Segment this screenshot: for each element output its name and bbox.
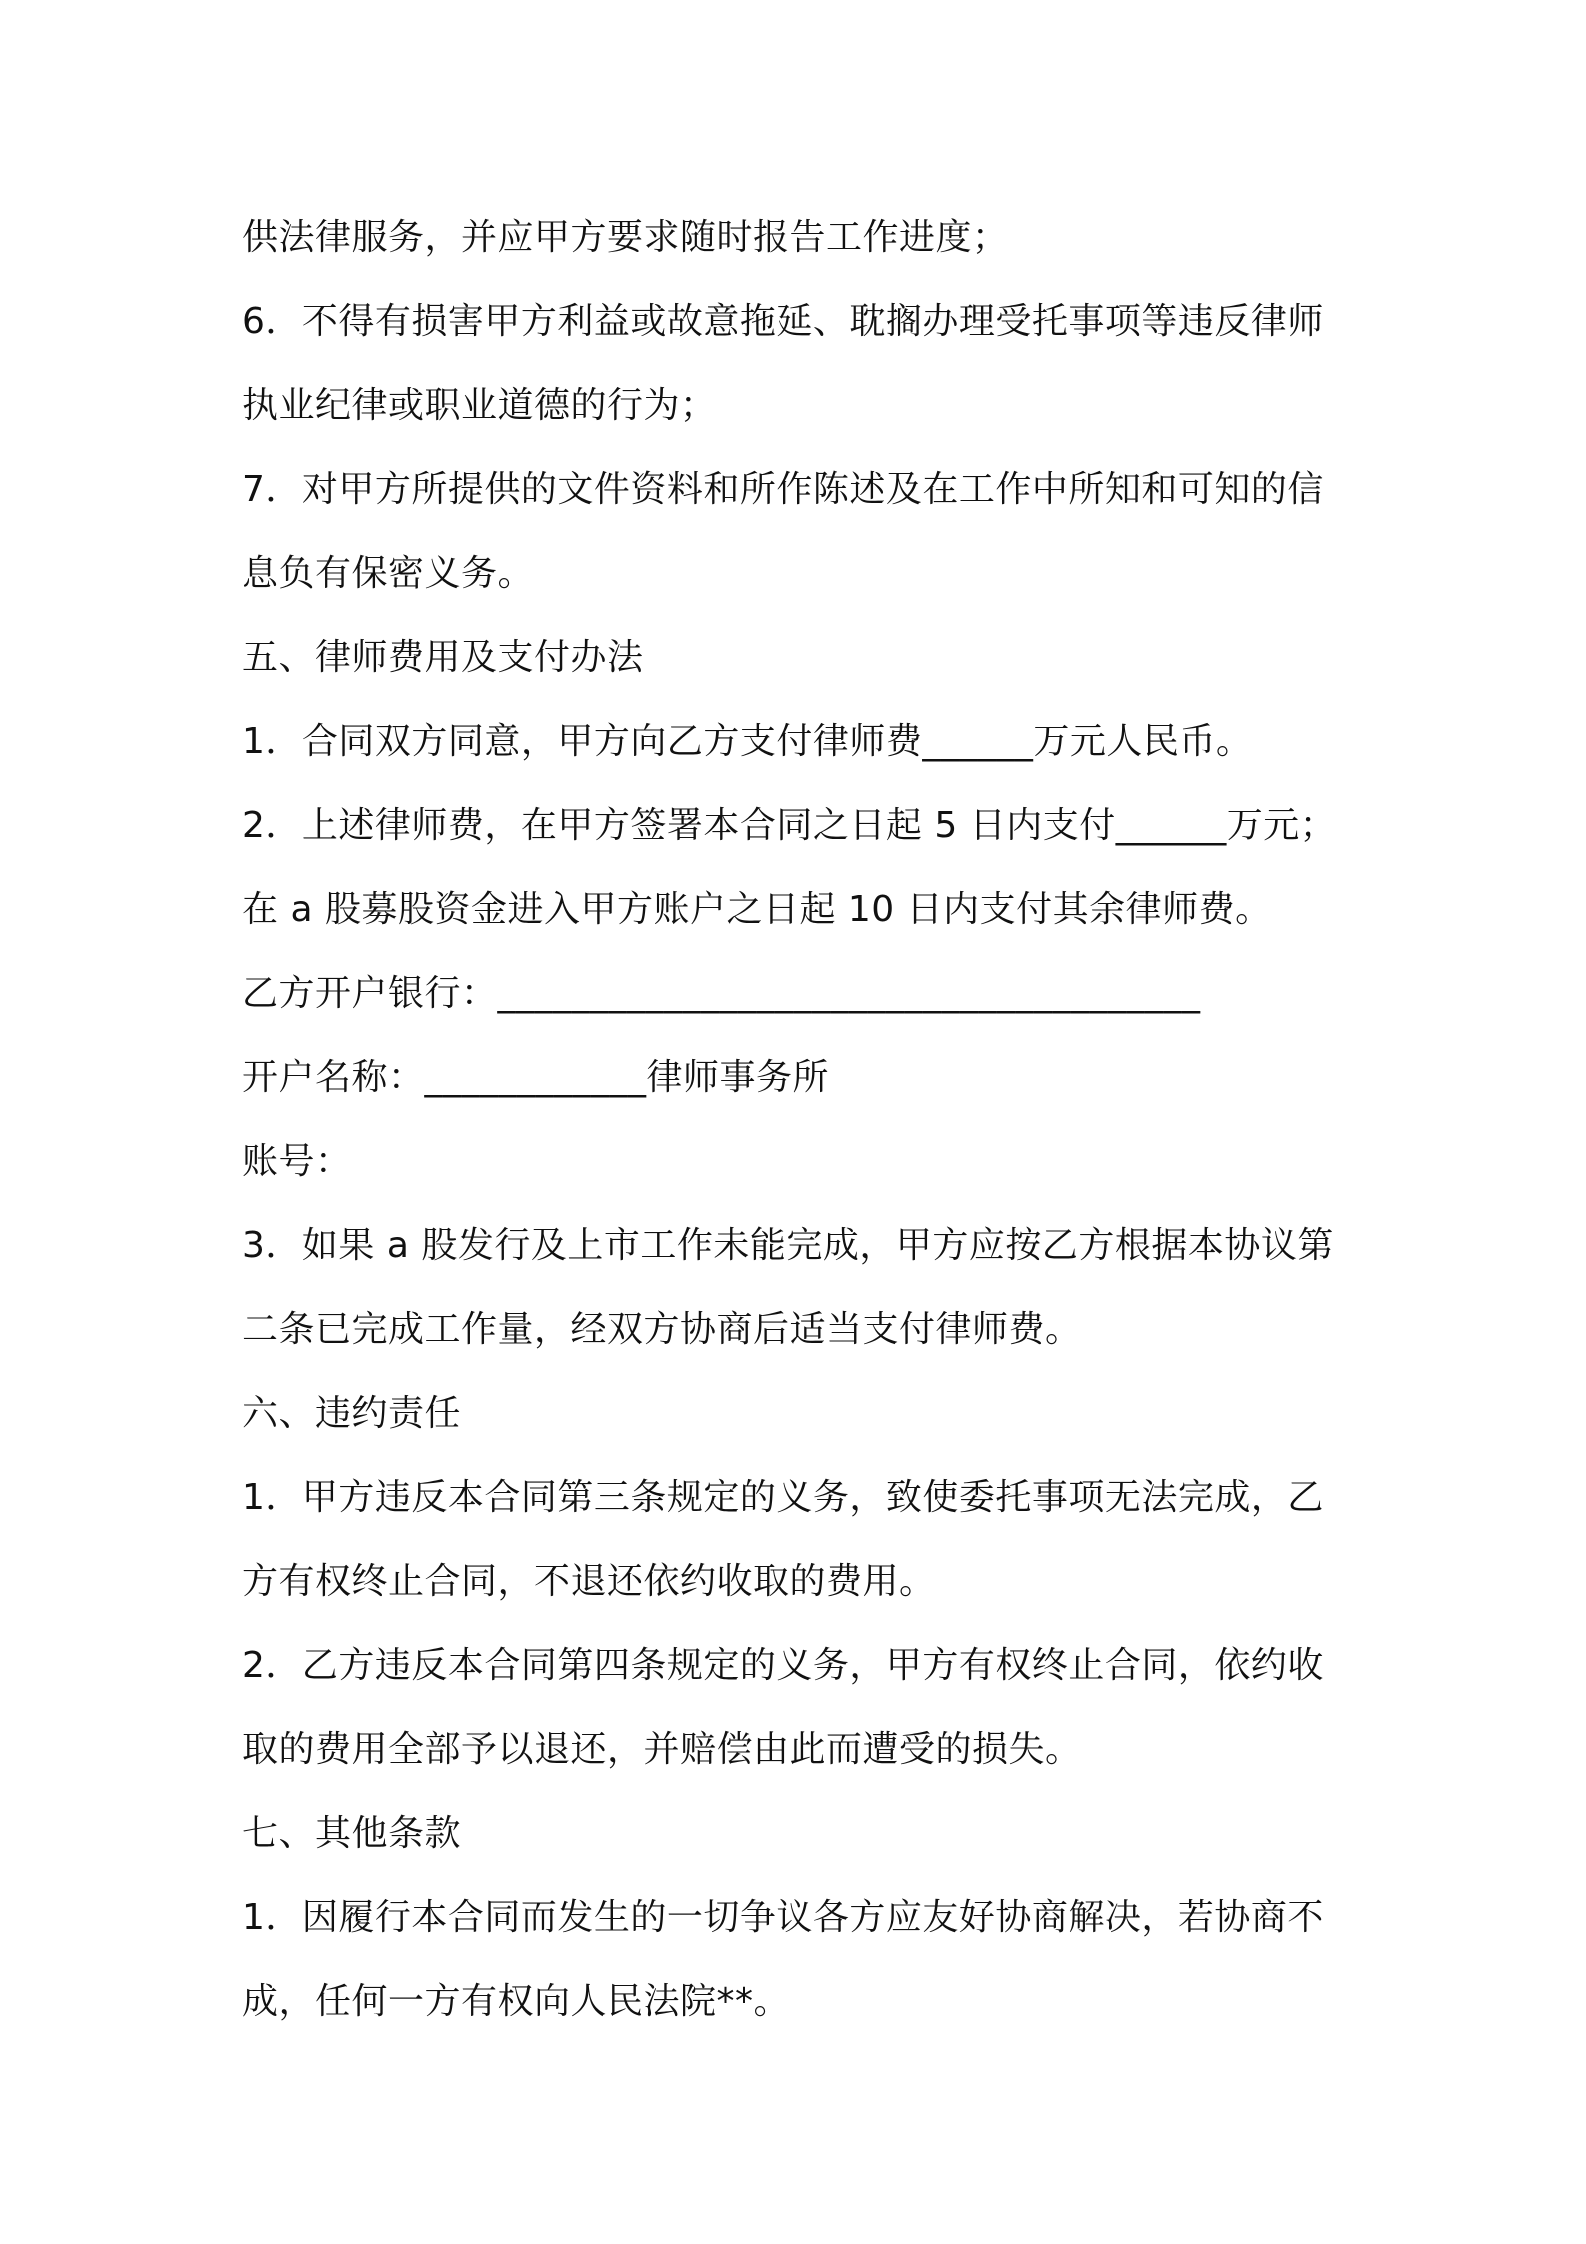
clause-7-1: 1．因履行本合同而发生的一切争议各方应友好协商解决，若协商不	[242, 1897, 1324, 1938]
clause-4-7: 7．对甲方所提供的文件资料和所作陈述及在工作中所知和可知的信	[242, 469, 1324, 510]
section-heading-5: 五、律师费用及支付办法	[242, 637, 644, 678]
clause-5-1: 1．合同双方同意，甲方向乙方支付律师费______万元人民币。	[242, 721, 1253, 762]
clause-5-2: 2．上述律师费，在甲方签署本合同之日起 5 日内支付______万元；	[242, 805, 1337, 846]
clause-5-3: 3．如果 a 股发行及上市工作未能完成，甲方应按乙方根据本协议第	[242, 1225, 1334, 1266]
clause-6-1: 1．甲方违反本合同第三条规定的义务，致使委托事项无法完成，乙	[242, 1477, 1324, 1518]
document-body	[242, 196, 1362, 2044]
text-line: 取的费用全部予以退还，并赔偿由此而遭受的损失。	[242, 1729, 1082, 1770]
section-heading-7: 七、其他条款	[242, 1813, 462, 1854]
text-line: 息负有保密义务。	[242, 553, 535, 594]
text-line: 执业纪律或职业道德的行为；	[242, 385, 717, 426]
clause-6-2: 2．乙方违反本合同第四条规定的义务，甲方有权终止合同，依约收	[242, 1645, 1324, 1686]
account-name-field: 开户名称：____________律师事务所	[242, 1057, 830, 1098]
text-line: 方有权终止合同，不退还依约收取的费用。	[242, 1561, 936, 1602]
text-line: 供法律服务，并应甲方要求随时报告工作进度；	[242, 217, 1009, 258]
text-line: 成，任何一方有权向人民法院**。	[242, 1981, 791, 2022]
clause-4-6: 6．不得有损害甲方利益或故意拖延、耽搁办理受托事项等违反律师	[242, 301, 1324, 342]
section-heading-6: 六、违约责任	[242, 1393, 462, 1434]
text-line: 二条已完成工作量，经双方协商后适当支付律师费。	[242, 1309, 1082, 1350]
account-number-field: 账号：	[242, 1141, 352, 1182]
bank-field: 乙方开户银行：______________________________________	[242, 973, 1201, 1014]
text-line: 在 a 股募股资金进入甲方账户之日起 10 日内支付其余律师费。	[242, 889, 1272, 930]
